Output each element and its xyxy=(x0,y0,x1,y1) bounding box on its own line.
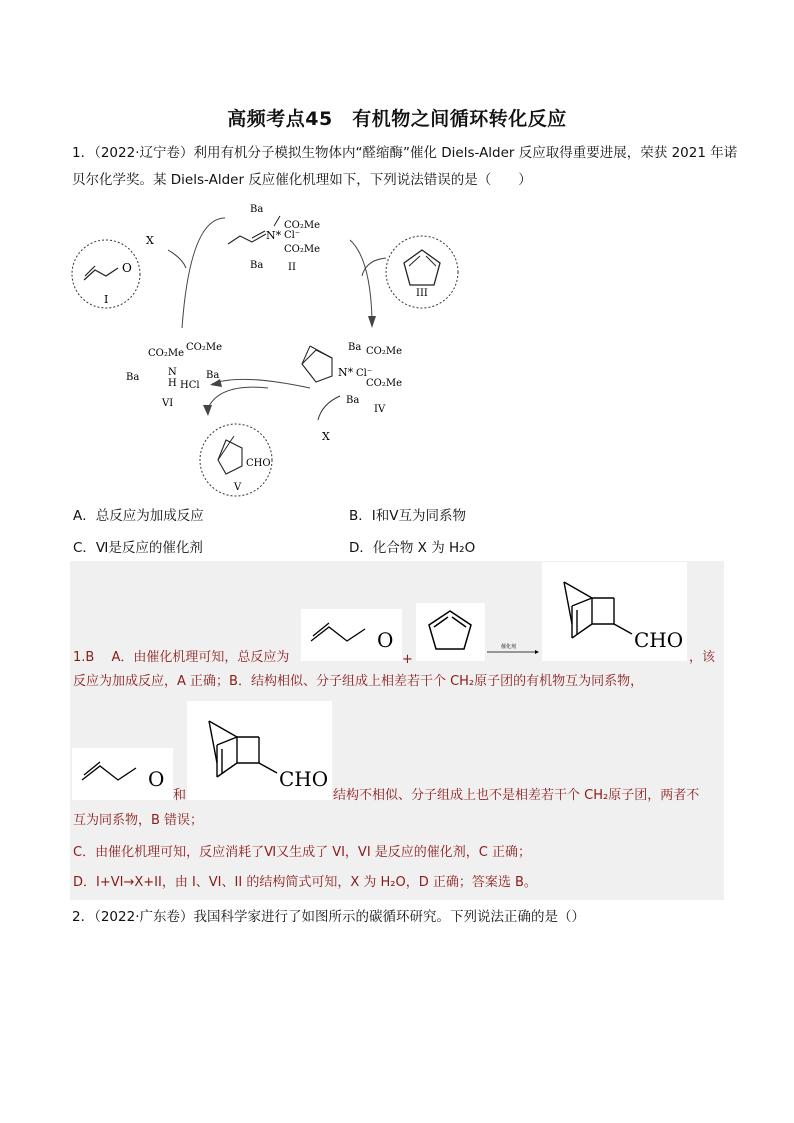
question-2: 2．（2022·广东卷）我国科学家进行了如图所示的碳循环研究。下列说法正确的是（） xyxy=(72,909,585,925)
answer-and: 和 xyxy=(173,788,187,803)
product-structure-1 xyxy=(542,562,687,661)
svg-text:O: O xyxy=(148,767,165,791)
answer-d-line: D．I+VI→X+II，由 I、VI、II 的结构简式可知，X 为 H₂O，D 正确；答案选 B。 xyxy=(73,875,537,890)
cyclopentadiene-structure xyxy=(416,603,485,661)
plus-sign: + xyxy=(402,652,413,667)
label-vi: VI xyxy=(162,398,174,409)
option-a[interactable]: A．总反应为加成反应 xyxy=(73,508,204,524)
compound-vi-h: H xyxy=(168,378,177,389)
compound-v-cho: CHO xyxy=(246,458,271,469)
label-v: V xyxy=(234,482,242,493)
svg-text:O: O xyxy=(377,628,394,652)
answer-line-1-suffix: ，该 xyxy=(689,650,716,665)
question-1-line-1: 1．（2022·辽宁卷）利用有机分子模拟生物体内“醛缩酶”催化 Diels-Alder 反应取得重要进展，荣获 2021 年诺 xyxy=(72,145,738,161)
compound-ii-ba-top: Ba xyxy=(250,204,264,215)
compound-ii-ba-bottom: Ba xyxy=(250,260,264,271)
reaction-arrow xyxy=(487,641,539,655)
compound-iv-n: N* xyxy=(338,366,354,379)
page-title: 高频考点45 有机物之间循环转化反应 xyxy=(227,108,567,130)
compound-iv-co2me-1: CO₂Me xyxy=(366,346,403,357)
compound-vi-co2me-1: CO₂Me xyxy=(148,348,185,359)
answer-c-line: C．由催化机理可知，反应消耗了Ⅵ又生成了 VI，VI 是反应的催化剂，C 正确； xyxy=(73,845,531,860)
compound-ii-co2me-1: CO₂Me xyxy=(284,220,321,231)
label-ii: II xyxy=(288,262,296,273)
acrolein-structure-1 xyxy=(301,609,402,661)
answer-b-tail-1: 结构不相似、分子组成上也不是相差若干个 CH₂原子团，两者不 xyxy=(333,788,700,803)
compound-ii-n: N* xyxy=(266,229,282,242)
label-iv: IV xyxy=(374,404,386,415)
compound-vi-ba-left: Ba xyxy=(126,372,140,383)
answer-line-2: 反应为加成反应，A 正确；B．结构相似、分子组成上相差若干个 CH₂原子团的有机物互为同系物， xyxy=(73,674,644,689)
compound-ii-co2me-2: CO₂Me xyxy=(284,244,321,255)
compound-vi-n: N xyxy=(168,367,177,378)
svg-text:CHO: CHO xyxy=(279,767,329,791)
answer-line-1: 1.B A．由催化机理可知，总反应为 xyxy=(73,650,290,665)
compound-vi-ba-right: Ba xyxy=(206,370,220,381)
compound-iv-cl: Cl⁻ xyxy=(356,368,373,379)
question-1-line-2: 贝尔化学奖。某 Diels-Alder 反应催化机理如下，下列说法错误的是（ ） xyxy=(72,172,532,188)
option-d[interactable]: D．化合物 X 为 H₂O xyxy=(349,540,476,556)
svg-text:CHO: CHO xyxy=(634,628,684,652)
option-c[interactable]: C．Ⅵ是反应的催化剂 xyxy=(73,540,203,556)
catalytic-cycle-diagram xyxy=(70,198,490,498)
label-x-bottom: X xyxy=(322,430,330,443)
label-x-top: X xyxy=(146,234,154,247)
compound-ii-cl: Cl⁻ xyxy=(284,230,301,241)
compound-i-o: O xyxy=(122,261,132,275)
compound-iv-ba-bottom: Ba xyxy=(346,395,360,406)
compound-iv-ba-top: Ba xyxy=(348,342,362,353)
svg-text:催化剂: 催化剂 xyxy=(501,644,517,650)
compound-iv-co2me-2: CO₂Me xyxy=(366,378,403,389)
compound-vi-hcl: HCl xyxy=(180,380,200,391)
answer-b-tail-2: 互为同系物，B 错误； xyxy=(73,813,204,828)
option-b[interactable]: B．Ⅰ和Ⅴ互为同系物 xyxy=(349,508,466,524)
acrolein-structure-2 xyxy=(72,748,173,800)
compound-vi-co2me-2: CO₂Me xyxy=(186,342,223,353)
product-structure-2 xyxy=(187,701,332,800)
label-iii: III xyxy=(416,288,428,299)
label-i: I xyxy=(104,293,109,306)
